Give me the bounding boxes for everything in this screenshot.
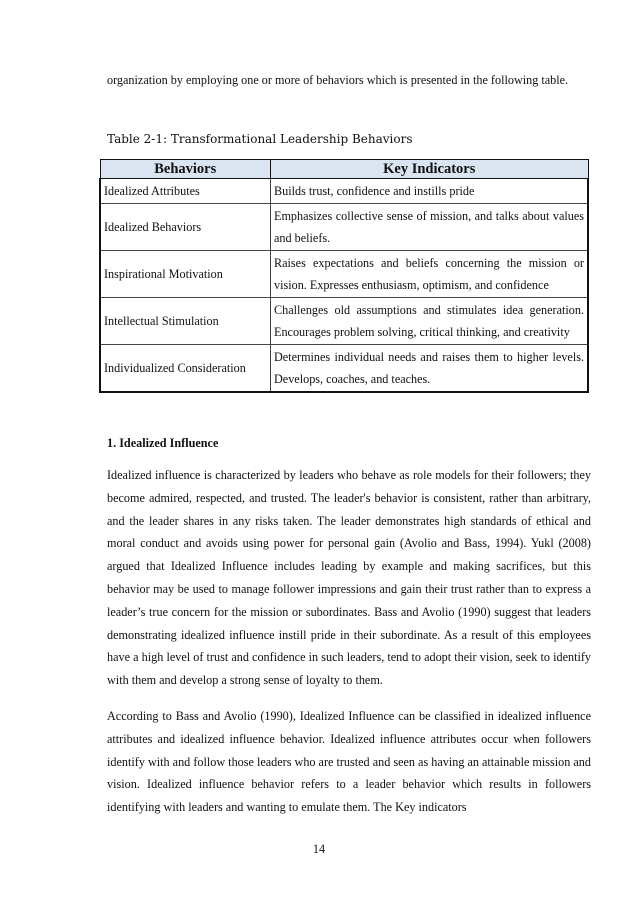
behavior-cell: Intellectual Stimulation <box>100 298 271 345</box>
body-paragraph-1: Idealized influence is characterized by leaders who behave as role models for their followers; they become admired, respected, and trusted. The leader's behavior is consistent, rather than arbitrary, and the leader shares in any risks taken. The leader demonstrates high standards of ethical and moral conduct and avoids using power for personal gain (Avolio and Bass, 1994). Yukl (2008) argued that Idealized Influence includes leading by example and making sacrifices, but this behavior may be used to manage follower impressions and gain their trust rather than to express a leader’s true concern for the mission or subordinates. Bass and Avolio (1990) suggest that leaders demonstrating idealized influence instill pride in their subordinate. As a result of this employees have a high level of trust and confidence in such leaders, tend to adopt their vision, seek to identify with them and develop a strong sense of loyalty to them. <box>107 468 591 688</box>
table-caption: Table 2-1: Transformational Leadership Behaviors <box>107 132 413 146</box>
table-row <box>100 298 588 345</box>
behaviors-table <box>99 159 589 393</box>
intro-paragraph: organization by employing one or more of behaviors which is presented in the following table. <box>107 73 569 87</box>
indicator-cell: Emphasizes collective sense of mission, and talks about values and beliefs. <box>271 204 589 251</box>
page-number: 14 <box>312 842 326 856</box>
section-heading: 1. Idealized Influence <box>107 436 219 450</box>
behavior-cell: Inspirational Motivation <box>100 251 271 298</box>
indicator-cell: Challenges old assumptions and stimulates idea generation. Encourages problem solving, critical thinking, and creativity <box>271 298 589 345</box>
header-key-indicators: Key Indicators <box>271 160 589 179</box>
header-behaviors: Behaviors <box>100 160 271 179</box>
indicator-cell: Raises expectations and beliefs concerning the mission or vision. Expresses enthusiasm, optimism, and confidence <box>271 251 589 298</box>
behavior-cell: Idealized Behaviors <box>100 204 271 251</box>
behavior-cell: Idealized Attributes <box>100 179 271 204</box>
table-row <box>100 204 588 251</box>
table-row <box>100 345 588 393</box>
table-row <box>100 251 588 298</box>
indicator-cell: Determines individual needs and raises them to higher levels. Develops, coaches, and teaches. <box>271 345 589 393</box>
behavior-cell: Individualized Consideration <box>100 345 271 393</box>
table-header-row <box>100 160 588 179</box>
body-paragraph-2: According to Bass and Avolio (1990), Idealized Influence can be classified in idealized influence attributes and idealized influence behavior. Idealized influence attributes occur when followers identify with and follow those leaders who are trusted and seen as having an attainable mission and vision. Idealized influence behavior refers to a leader behavior which results in followers identifying with leaders and wanting to emulate them. The Key indicators <box>107 709 591 815</box>
indicator-cell: Builds trust, confidence and instills pride <box>271 179 589 204</box>
table-row <box>100 179 588 204</box>
